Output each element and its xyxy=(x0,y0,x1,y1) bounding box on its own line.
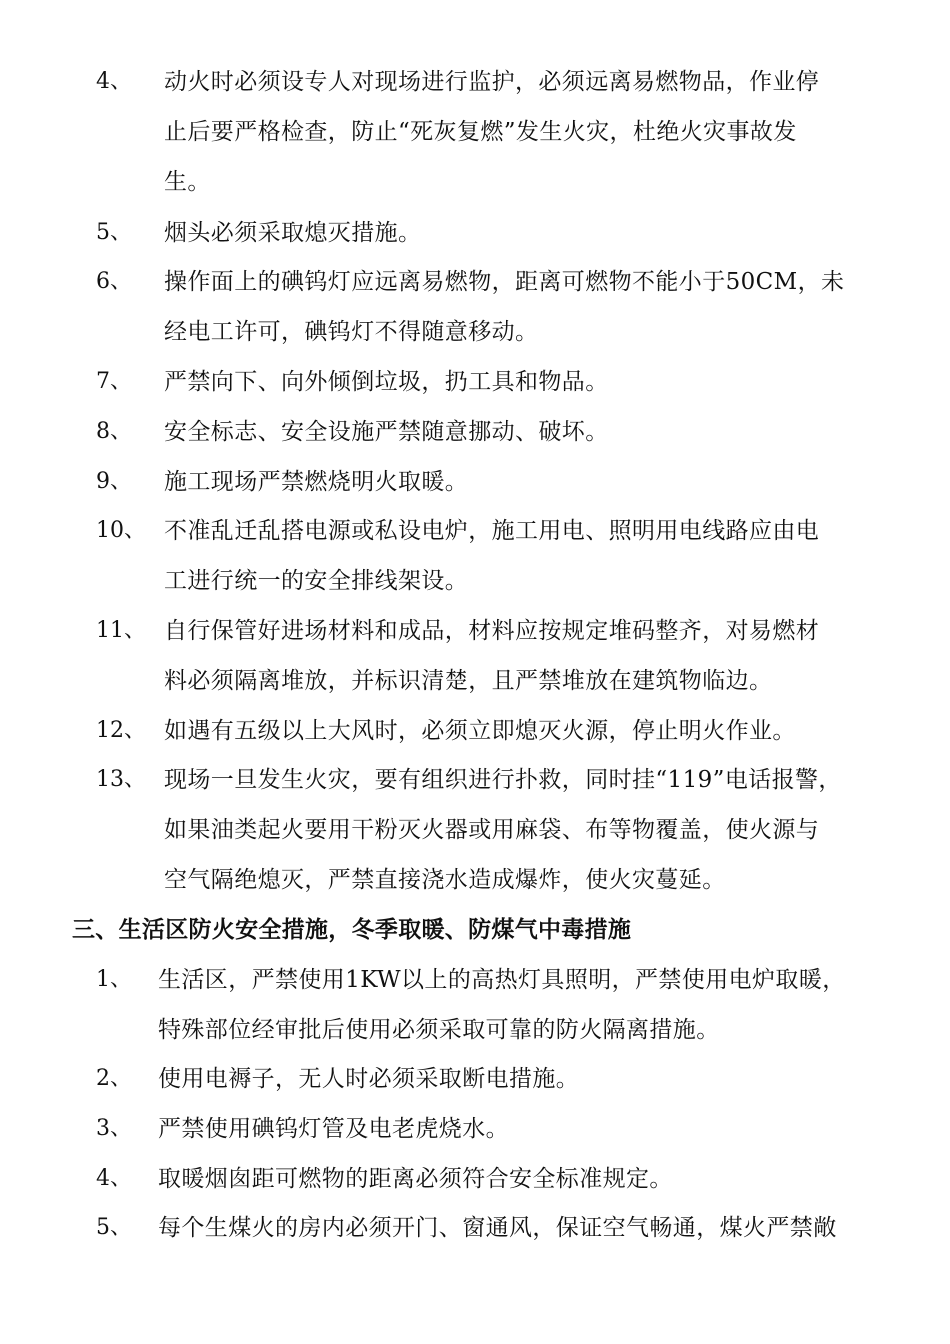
section-heading: 三、生活区防火安全措施，冬季取暖、防煤气中毒措施 xyxy=(72,916,632,943)
item-text xyxy=(164,706,884,756)
text-line: 严禁使用碘钨灯管及电老虎烧水。 xyxy=(158,1116,509,1142)
item-number: 13、 xyxy=(96,767,146,792)
item-number: 12、 xyxy=(96,718,146,743)
text-line: 生。 xyxy=(164,169,211,195)
text-line: 如果油类起火要用干粉灭火器或用麻袋、布等物覆盖，使火源与 xyxy=(164,817,820,843)
item-number: 5、 xyxy=(96,220,132,245)
item-text xyxy=(164,755,884,905)
text-line: 现场一旦发生火灾，要有组织进行扑救，同时挂“119”电话报警， xyxy=(164,767,842,793)
text-line: 特殊部位经审批后使用必须采取可靠的防火隔离措施。 xyxy=(158,1017,720,1043)
item-text xyxy=(158,1154,878,1204)
text-line: 动火时必须设专人对现场进行监护，必须远离易燃物品，作业停 xyxy=(164,69,820,95)
item-number: 4、 xyxy=(96,1166,132,1191)
item-number: 10、 xyxy=(96,518,146,543)
text-line: 烟头必须采取熄灭措施。 xyxy=(164,220,422,246)
item-number: 9、 xyxy=(96,469,132,494)
text-line: 自行保管好进场材料和成品，材料应按规定堆码整齐，对易燃材 xyxy=(164,618,820,644)
item-number: 3、 xyxy=(96,1116,132,1141)
item-number: 4、 xyxy=(96,69,132,94)
text-line: 工进行统一的安全排线架设。 xyxy=(164,568,469,594)
text-line: 如遇有五级以上大风时，必须立即熄灭火源，停止明火作业。 xyxy=(164,718,796,744)
item-number: 5、 xyxy=(96,1215,132,1240)
text-line: 生活区，严禁使用1KW以上的高热灯具照明，严禁使用电炉取暖， xyxy=(158,967,846,993)
text-line: 严禁向下、向外倾倒垃圾，扔工具和物品。 xyxy=(164,369,609,395)
text-line: 取暖烟囱距可燃物的距离必须符合安全标准规定。 xyxy=(158,1166,673,1192)
text-line: 使用电褥子，无人时必须采取断电措施。 xyxy=(158,1066,580,1092)
item-text xyxy=(164,57,884,207)
item-number: 1、 xyxy=(96,967,132,992)
item-text xyxy=(164,606,884,706)
text-line: 止后要严格检查，防止“死灰复燃”发生火灾，杜绝火灾事故发 xyxy=(164,119,797,145)
item-text xyxy=(164,457,884,507)
text-line: 空气隔绝熄灭，严禁直接浇水造成爆炸，使火灾蔓延。 xyxy=(164,867,726,893)
item-text xyxy=(164,506,884,606)
text-line: 料必须隔离堆放，并标识清楚，且严禁堆放在建筑物临边。 xyxy=(164,668,773,694)
item-number: 6、 xyxy=(96,269,132,294)
item-text xyxy=(164,208,884,258)
text-line: 不准乱迁乱搭电源或私设电炉，施工用电、照明用电线路应由电 xyxy=(164,518,820,544)
text-line: 经电工许可，碘钨灯不得随意移动。 xyxy=(164,319,539,345)
item-text xyxy=(158,1203,878,1253)
item-number: 7、 xyxy=(96,369,132,394)
item-text xyxy=(158,955,878,1055)
text-line: 安全标志、安全设施严禁随意挪动、破坏。 xyxy=(164,419,609,445)
item-text xyxy=(158,1054,878,1104)
item-text xyxy=(158,1104,878,1154)
text-line: 操作面上的碘钨灯应远离易燃物，距离可燃物不能小于50CM，未 xyxy=(164,269,845,295)
item-number: 8、 xyxy=(96,419,132,444)
item-text xyxy=(164,257,884,357)
text-line: 每个生煤火的房内必须开门、窗通风，保证空气畅通，煤火严禁敞 xyxy=(158,1215,837,1241)
item-text xyxy=(164,357,884,407)
text-line: 施工现场严禁燃烧明火取暖。 xyxy=(164,469,469,495)
item-number: 2、 xyxy=(96,1066,132,1091)
item-number: 11、 xyxy=(96,618,146,643)
item-text xyxy=(164,407,884,457)
